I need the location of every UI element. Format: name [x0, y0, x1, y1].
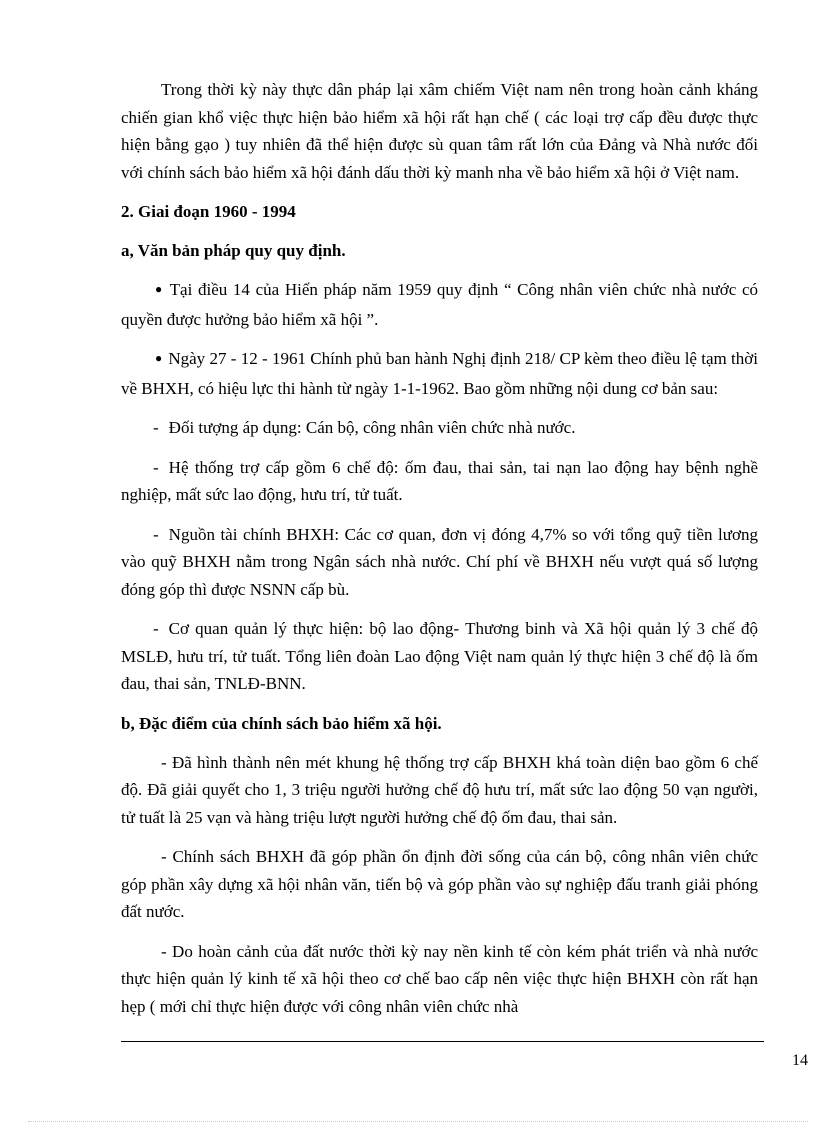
dash-marker: -: [153, 418, 159, 437]
dash-marker: -: [153, 619, 159, 638]
bullet-icon: ●: [155, 282, 164, 296]
dash-marker: -: [153, 524, 159, 544]
dash-marker: -: [153, 457, 159, 477]
dash-text: Cơ quan quản lý thực hiện: bộ lao động- Thương binh và Xã hội quản lý 3 chế độ MSLĐ, hưu trí, tử tuất. Tổng liên đoàn Lao động Việt nam quản lý thực hiện 3 chế độ là ốm đau, thai sản, TNLĐ-BNN.: [121, 619, 758, 693]
bullet-paragraph-1: [121, 276, 758, 333]
page-bottom-border: [28, 1121, 808, 1122]
intro-paragraph: Trong thời kỳ này thực dân pháp lại xâm chiếm Việt nam nên trong hoàn cảnh kháng chiến gian khổ việc thực hiện bảo hiểm xã hội rất hạn chế ( các loại trợ cấp đều được thực hiện bằng gạo ) tuy nhiên đã thể hiện được sù quan tâm rất lớn của Đảng và Nhà nước đối với chính sách bảo hiểm xã hội đánh dấu thời kỳ manh nha về bảo hiểm xã hội ở Việt nam.: [121, 80, 758, 182]
dash-text: Nguồn tài chính BHXH: Các cơ quan, đơn vị đóng 4,7% so với tổng quỹ tiền lương vào quỹ BHXH nằm trong Ngân sách nhà nước. Chí phí về BHXH nếu vượt quá số lượng đóng góp thì được NSNN cấp bù.: [121, 524, 758, 599]
bullet-paragraph-2: [121, 345, 758, 402]
dash-paragraph-4: [121, 615, 758, 698]
bullet-icon: ●: [155, 351, 163, 365]
subheading-b: b, Đặc điểm của chính sách bảo hiểm xã hội.: [121, 713, 442, 733]
feature-paragraph-3: - Do hoàn cảnh của đất nước thời kỳ nay nền kinh tế còn kém phát triển và nhà nước thực hiện quản lý kinh tế xã hội theo cơ chế bao cấp nên việc thực hiện BHXH còn rất hạn hẹp ( mới chỉ thực hiện được với công nhân viên chức nhà: [121, 941, 758, 1016]
dash-paragraph-1: [121, 414, 758, 442]
document-body: [121, 76, 758, 1032]
dash-paragraph-3: [121, 521, 758, 604]
bullet-text: Ngày 27 - 12 - 1961 Chính phủ ban hành Nghị định 218/ CP kèm theo điều lệ tạm thời về BHXH, có hiệu lực thi hành từ ngày 1-1-1962. Bao gồm những nội dung cơ bản sau:: [121, 349, 758, 398]
bullet-text: Tại điều 14 của Hiến pháp năm 1959 quy định “ Công nhân viên chức nhà nước có quyền được hưởng bảo hiểm xã hội ”.: [121, 280, 759, 329]
dash-text: Hệ thống trợ cấp gồm 6 chế độ: ốm đau, thai sản, tai nạn lao động hay bệnh nghề nghiệp, mất sức lao động, hưu trí, tử tuất.: [121, 457, 758, 504]
dash-paragraph-2: [121, 454, 758, 509]
footer-divider: [121, 1041, 764, 1042]
page-number: 14: [792, 1052, 808, 1069]
section-heading: 2. Giai đoạn 1960 - 1994: [121, 202, 296, 221]
subheading-a: a, Văn bản pháp quy quy định.: [121, 241, 346, 260]
feature-paragraph-1: - Đã hình thành nên mét khung hệ thống trợ cấp BHXH khá toàn diện bao gồm 6 chế độ. Đã giải quyết cho 1, 3 triệu người hưởng chế độ hưu trí, mất sức lao động 50 vạn người, tử tuất là 25 vạn và hàng triệu lượt người hưởng chế độ ốm đau, thai sản.: [121, 752, 758, 827]
feature-paragraph-2: - Chính sách BHXH đã góp phần ổn định đời sống của cán bộ, công nhân viên chức góp phần xây dựng xã hội nhân văn, tiến bộ và góp phần vào sự nghiệp đấu tranh giải phóng đất nước.: [121, 847, 758, 921]
dash-text: Đối tượng áp dụng: Cán bộ, công nhân viên chức nhà nước.: [168, 418, 576, 437]
